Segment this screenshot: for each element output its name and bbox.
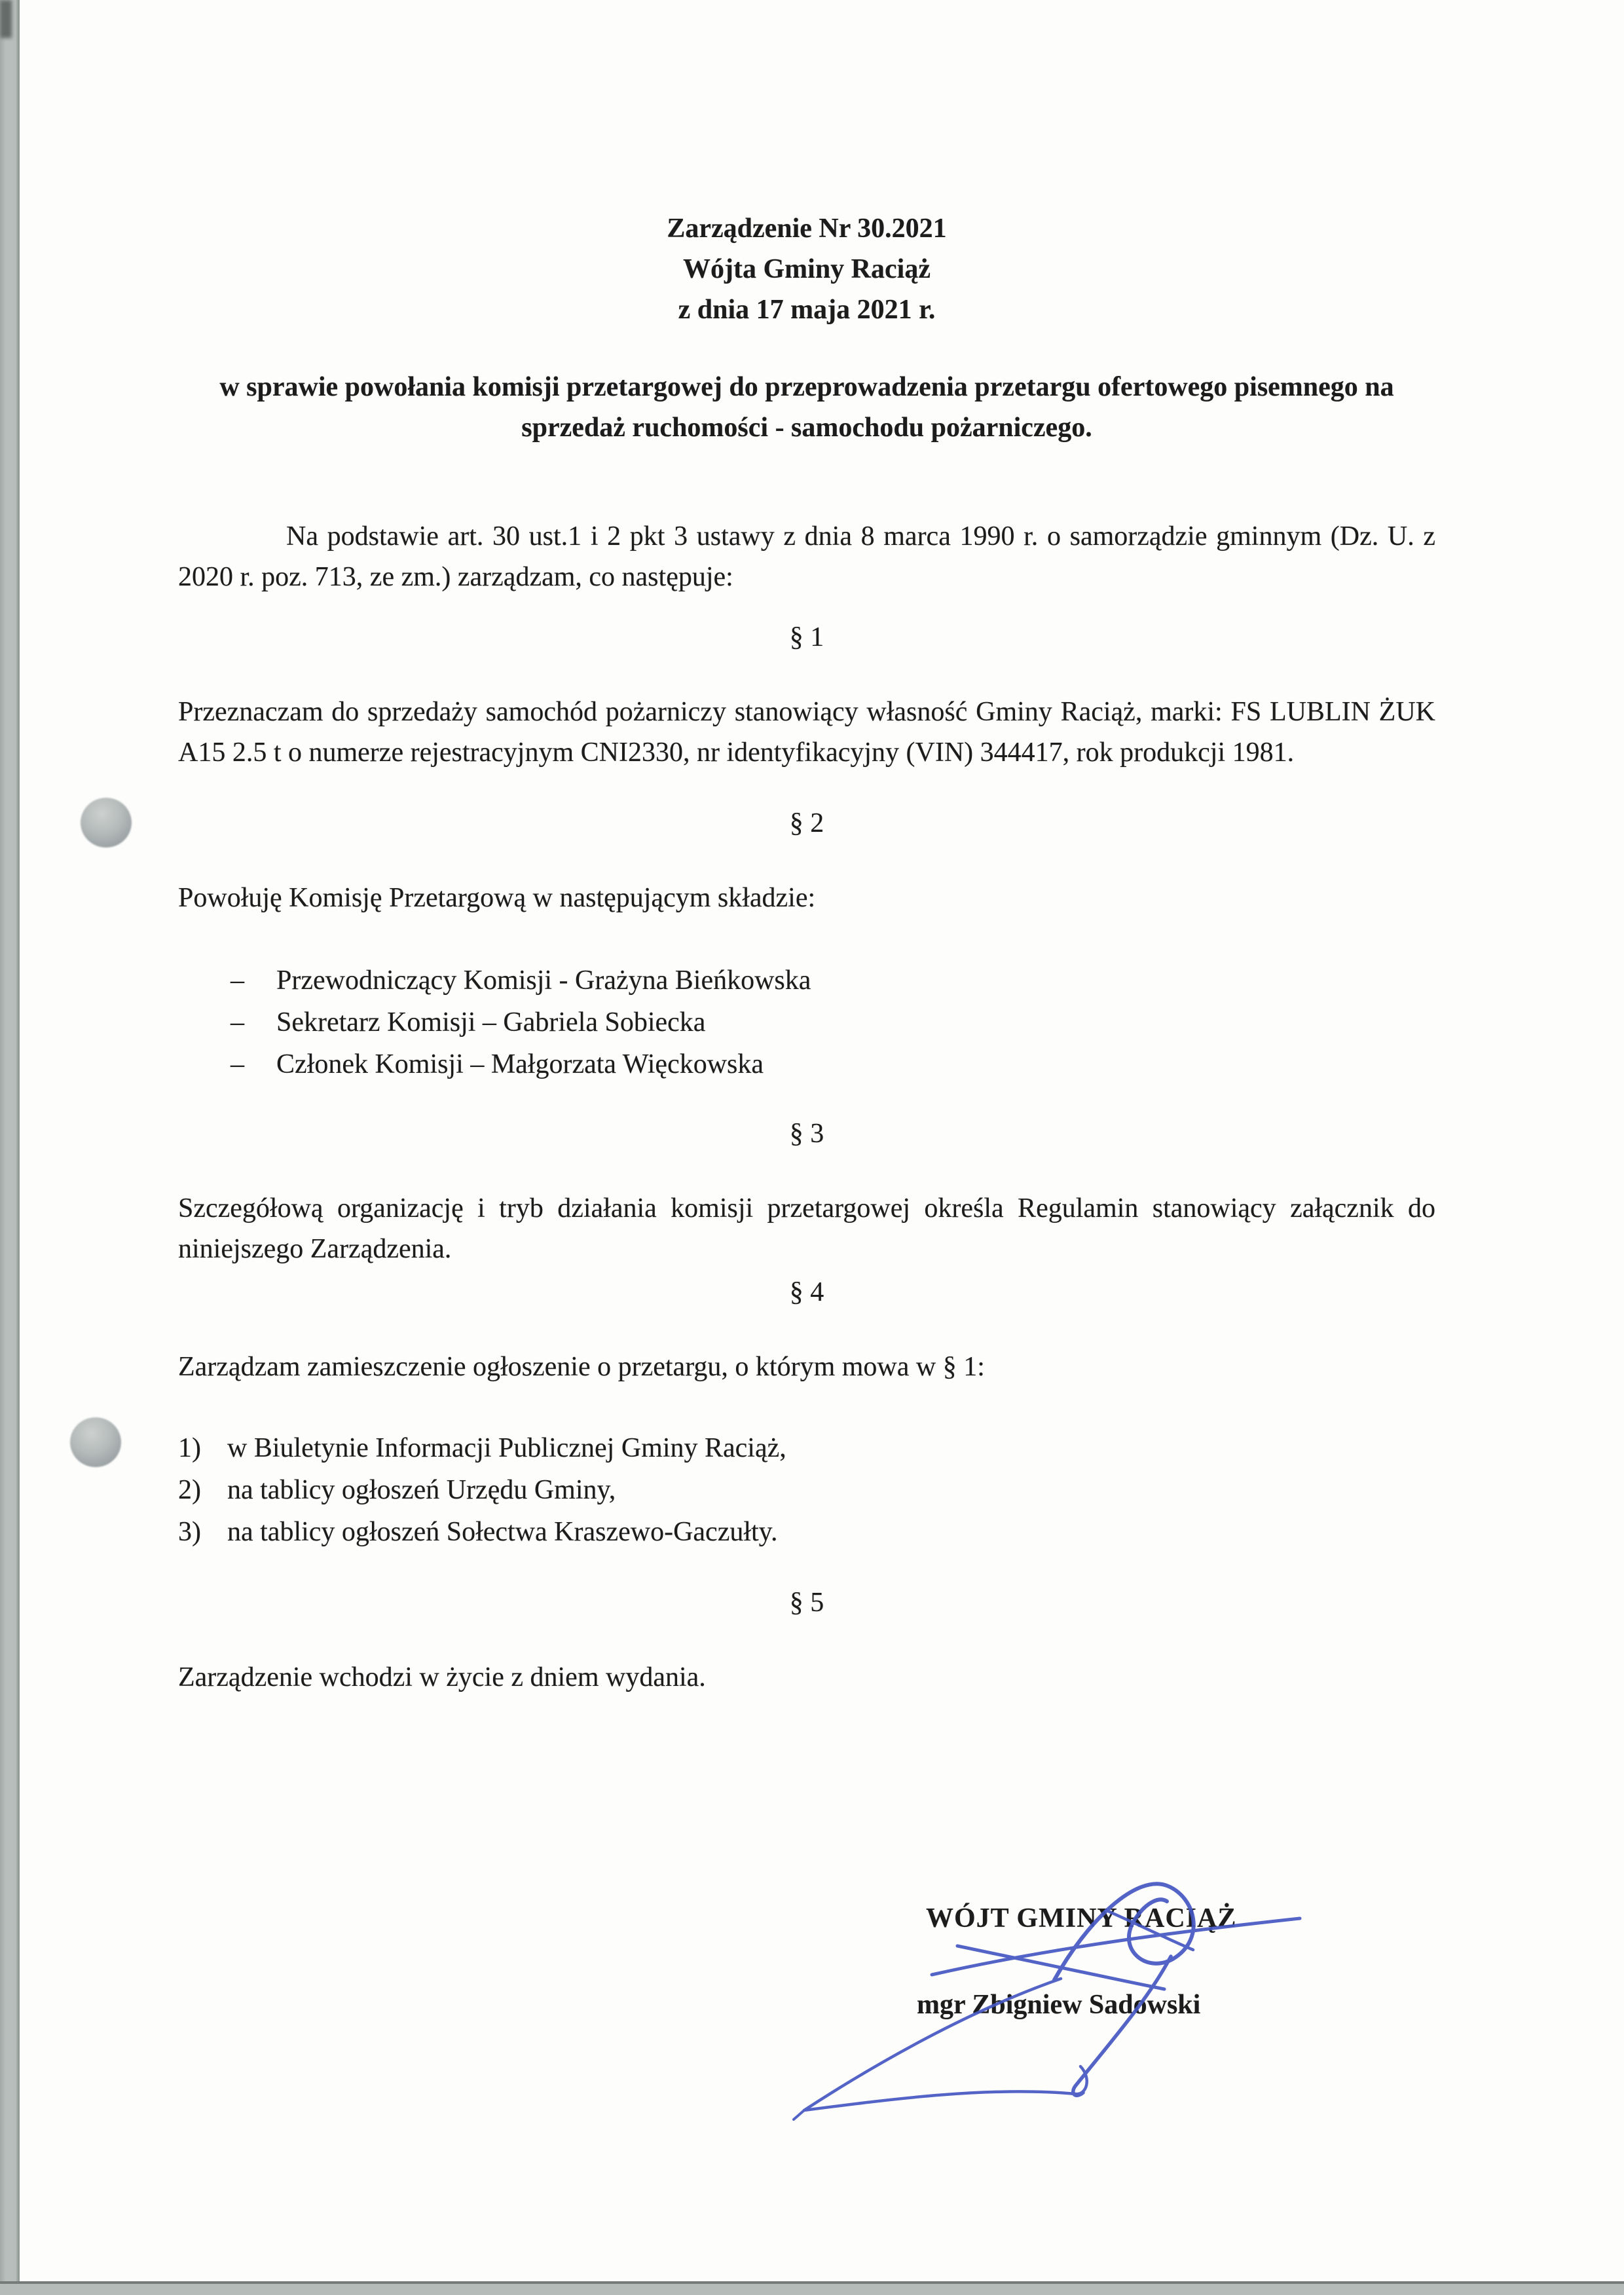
signer-title: WÓJT GMINY RACIĄŻ: [926, 1903, 1237, 1933]
title-line-1: Zarządzenie Nr 30.2021: [667, 214, 947, 244]
subject-line: w sprawie powołania komisji przetargowej do przeprowadzenia przetargu ofertowego pisemnego na sprzedaż ruchomości - samochodu pożarniczego.: [219, 372, 1394, 443]
section-3-heading: § 3: [789, 1119, 824, 1149]
publication-list: [178, 1428, 1435, 1552]
publication-item-text: w Biuletynie Informacji Publicznej Gminy Raciąż,: [227, 1433, 786, 1463]
section-2-heading: § 2: [789, 808, 824, 838]
committee-member-text: Członek Komisji – Małgorzata Więckowska: [276, 1049, 764, 1079]
section-3-text: Szczegółową organizację i tryb działania komisji przetargowej określa Regulamin stanowiący załącznik do niniejszego Zarządzenia.: [178, 1193, 1435, 1264]
publication-item: [178, 1470, 1435, 1510]
committee-member: [231, 960, 1435, 1001]
publication-item-text: na tablicy ogłoszeń Urzędu Gminy,: [227, 1475, 616, 1505]
dash-marker: –: [231, 1049, 244, 1079]
signer-name: mgr Zbigniew Sadowski: [917, 1990, 1201, 2020]
publication-item: [178, 1512, 1435, 1552]
committee-member: [231, 1002, 1435, 1043]
section-5-heading: § 5: [789, 1588, 824, 1618]
committee-member: [231, 1044, 1435, 1085]
section-5-text: Zarządzenie wchodzi w życie z dniem wydania.: [178, 1662, 706, 1692]
dash-marker: –: [231, 965, 244, 996]
scan-bottom-edge: [0, 2281, 1624, 2295]
section-1-heading: § 1: [789, 622, 824, 652]
committee-member-text: Sekretarz Komisji – Gabriela Sobiecka: [276, 1007, 706, 1037]
section-4-intro: Zarządzam zamieszczenie ogłoszenie o przetargu, o którym mowa w § 1:: [178, 1352, 985, 1382]
section-2-intro: Powołuję Komisję Przetargową w następującym składzie:: [178, 883, 816, 913]
title-line-2: Wójta Gminy Raciąż: [683, 254, 931, 284]
number-marker: 3): [178, 1517, 201, 1547]
signature-scribble: [779, 1870, 1316, 2132]
publication-item: [178, 1428, 1435, 1468]
preamble-paragraph: Na podstawie art. 30 ust.1 i 2 pkt 3 ustawy z dnia 8 marca 1990 r. o samorządzie gminnym (Dz. U. z 2020 r. poz. 713, ze zm.) zarządzam, co następuje:: [178, 521, 1435, 592]
committee-list: [231, 960, 1435, 1085]
number-marker: 1): [178, 1433, 201, 1463]
dash-marker: –: [231, 1007, 244, 1037]
section-4-heading: § 4: [789, 1277, 824, 1307]
title-line-3: z dnia 17 maja 2021 r.: [678, 295, 936, 325]
number-marker: 2): [178, 1475, 201, 1505]
committee-member-text: Przewodniczący Komisji - Grażyna Bieńkowska: [276, 965, 811, 996]
section-1-text: Przeznaczam do sprzedaży samochód pożarniczy stanowiący własność Gminy Raciąż, marki: FS LUBLIN ŻUK A15 2.5 t o numerze rejestracyjnym CNI2330, nr identyfikacyjny (VIN) 344417, rok produkcji 1981.: [178, 697, 1435, 768]
document-title: [178, 208, 1435, 330]
publication-item-text: na tablicy ogłoszeń Sołectwa Kraszewo-Gaczułty.: [227, 1517, 778, 1547]
